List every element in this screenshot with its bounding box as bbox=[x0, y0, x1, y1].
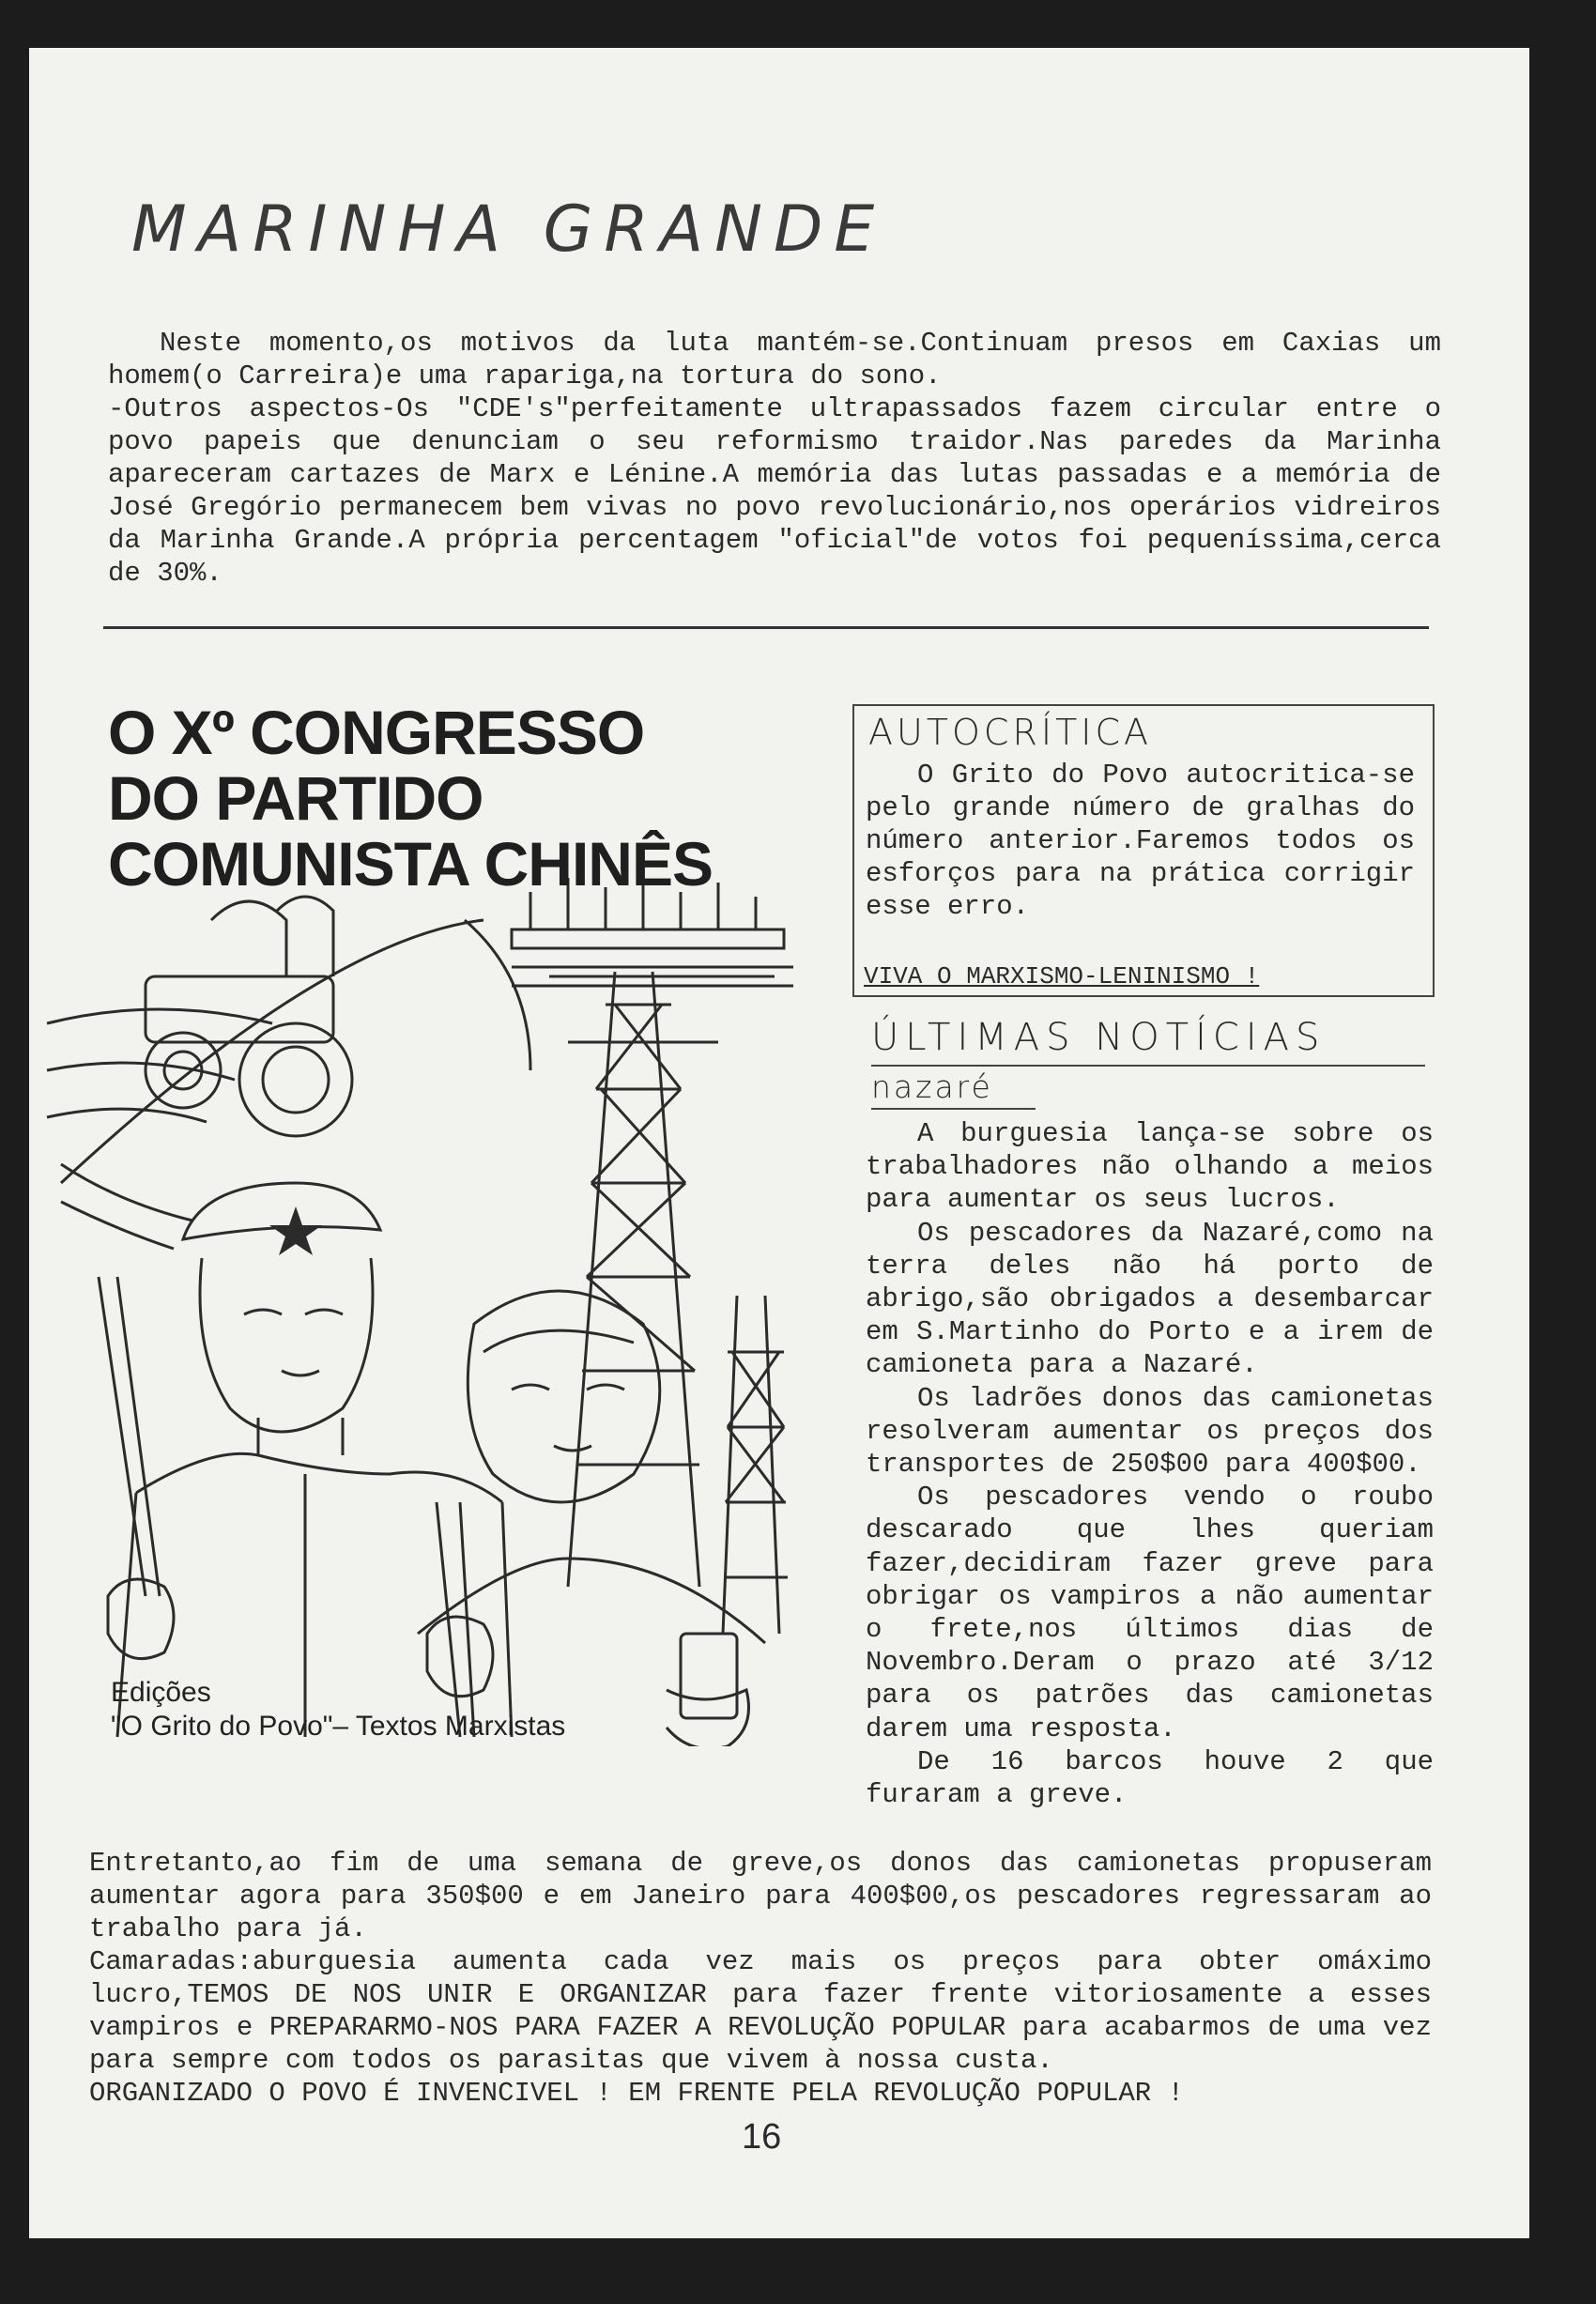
news-paragraph: Os ladrões donos das camionetas resolveram aumentar os preços dos transportes de 250$00 para 400$00. bbox=[866, 1382, 1434, 1481]
news-article bbox=[866, 1117, 1434, 1811]
news-heading: ÚLTIMAS NOTÍCIAS bbox=[871, 1016, 1327, 1059]
poster-title bbox=[108, 699, 713, 897]
poster-caption bbox=[111, 1676, 565, 1743]
news-subheading-underline bbox=[871, 1108, 1036, 1110]
intro-paragraph-2: -Outros aspectos-Os "CDE's"perfeitamente ultrapassados fazem circular entre o povo papeis que denunciam o seu reformismo traidor.Nas paredes da Marinha apareceram cartazes de Marx e Lénine.A memória das lutas passadas e a memória de José Gregório permanecem bem vivas no povo revolucionário,nos operários vidreiros da Marinha Grande.A própria percentagem "oficial"de votos foi pequeníssima,cerca de 30%. bbox=[108, 393, 1441, 589]
autocritica-footer: VIVA O MARXISMO-LENINISMO ! bbox=[864, 962, 1260, 991]
closing-paragraph: Camaradas:aburguesia aumenta cada vez mais os preços para obter omáximo lucro,TEMOS DE NOS UNIR E ORGANIZAR para fazer frente vitoriosamente a esses vampiros e PREPARARMO-NOS PARA FAZER A REVOLUÇÃO POPULAR para acabarmos de uma vez para sempre com todos os parasitas que vivem à nossa custa. bbox=[89, 1946, 1432, 2076]
page-title: MARINHA GRANDE bbox=[131, 192, 886, 267]
news-paragraph: Os pescadores vendo o roubo descarado que lhes queriam fazer,decidiram fazer greve para obrigar os vampiros a não aumentar o frete,nos últimos dias de Novembro.Deram o prazo até 3/12 para os patrões das camionetas darem uma resposta. bbox=[866, 1482, 1434, 1744]
closing-paragraph: Entretanto,ao fim de uma semana de greve,os donos das camionetas propuseram aumentar agora para 350$00 e em Janeiro para 400$00,os pescadores regressaram ao trabalho para já. bbox=[89, 1848, 1432, 1944]
closing-slogan: ORGANIZADO O POVO É INVENCIVEL ! EM FRENTE PELA REVOLUÇÃO POPULAR ! bbox=[89, 2078, 1184, 2109]
closing-article bbox=[89, 1847, 1432, 2110]
news-paragraph: Os pescadores da Nazaré,como na terra deles não há porto de abrigo,são obrigados a desembarcar em S.Martinho do Porto e a irem de camioneta para a Nazaré. bbox=[866, 1217, 1434, 1381]
poster-title-line: COMUNISTA CHINÊS bbox=[108, 829, 713, 899]
section-divider bbox=[103, 626, 1429, 629]
poster-title-line: O Xº CONGRESSO bbox=[108, 698, 645, 767]
poster-caption-line: "O Grito do Povo"– Textos Marxistas bbox=[111, 1711, 566, 1742]
news-subheading: nazaré bbox=[871, 1068, 993, 1105]
news-heading-underline bbox=[871, 1065, 1425, 1067]
news-paragraph: De 16 barcos houve 2 que furaram a greve. bbox=[866, 1745, 1434, 1811]
intro-article bbox=[108, 327, 1441, 590]
poster-title-line: DO PARTIDO bbox=[108, 763, 483, 833]
news-paragraph: A burguesia lança-se sobre os trabalhadores não olhando a meios para aumentar os seus lucros. bbox=[866, 1118, 1434, 1216]
intro-paragraph-1: Neste momento,os motivos da luta mantém-se.Continuam presos em Caxias um homem(o Carreira)e uma rapariga,na tortura do sono. bbox=[108, 328, 1441, 392]
page-number: 16 bbox=[742, 2117, 782, 2157]
poster-caption-line: Edições bbox=[111, 1677, 211, 1708]
autocritica-text: O Grito do Povo autocritica-se pelo grande número de gralhas do número anterior.Faremos todos os esforços para na prática corrigir esse erro. bbox=[866, 760, 1415, 922]
autocritica-heading: AUTOCRÍTICA bbox=[868, 712, 1153, 753]
